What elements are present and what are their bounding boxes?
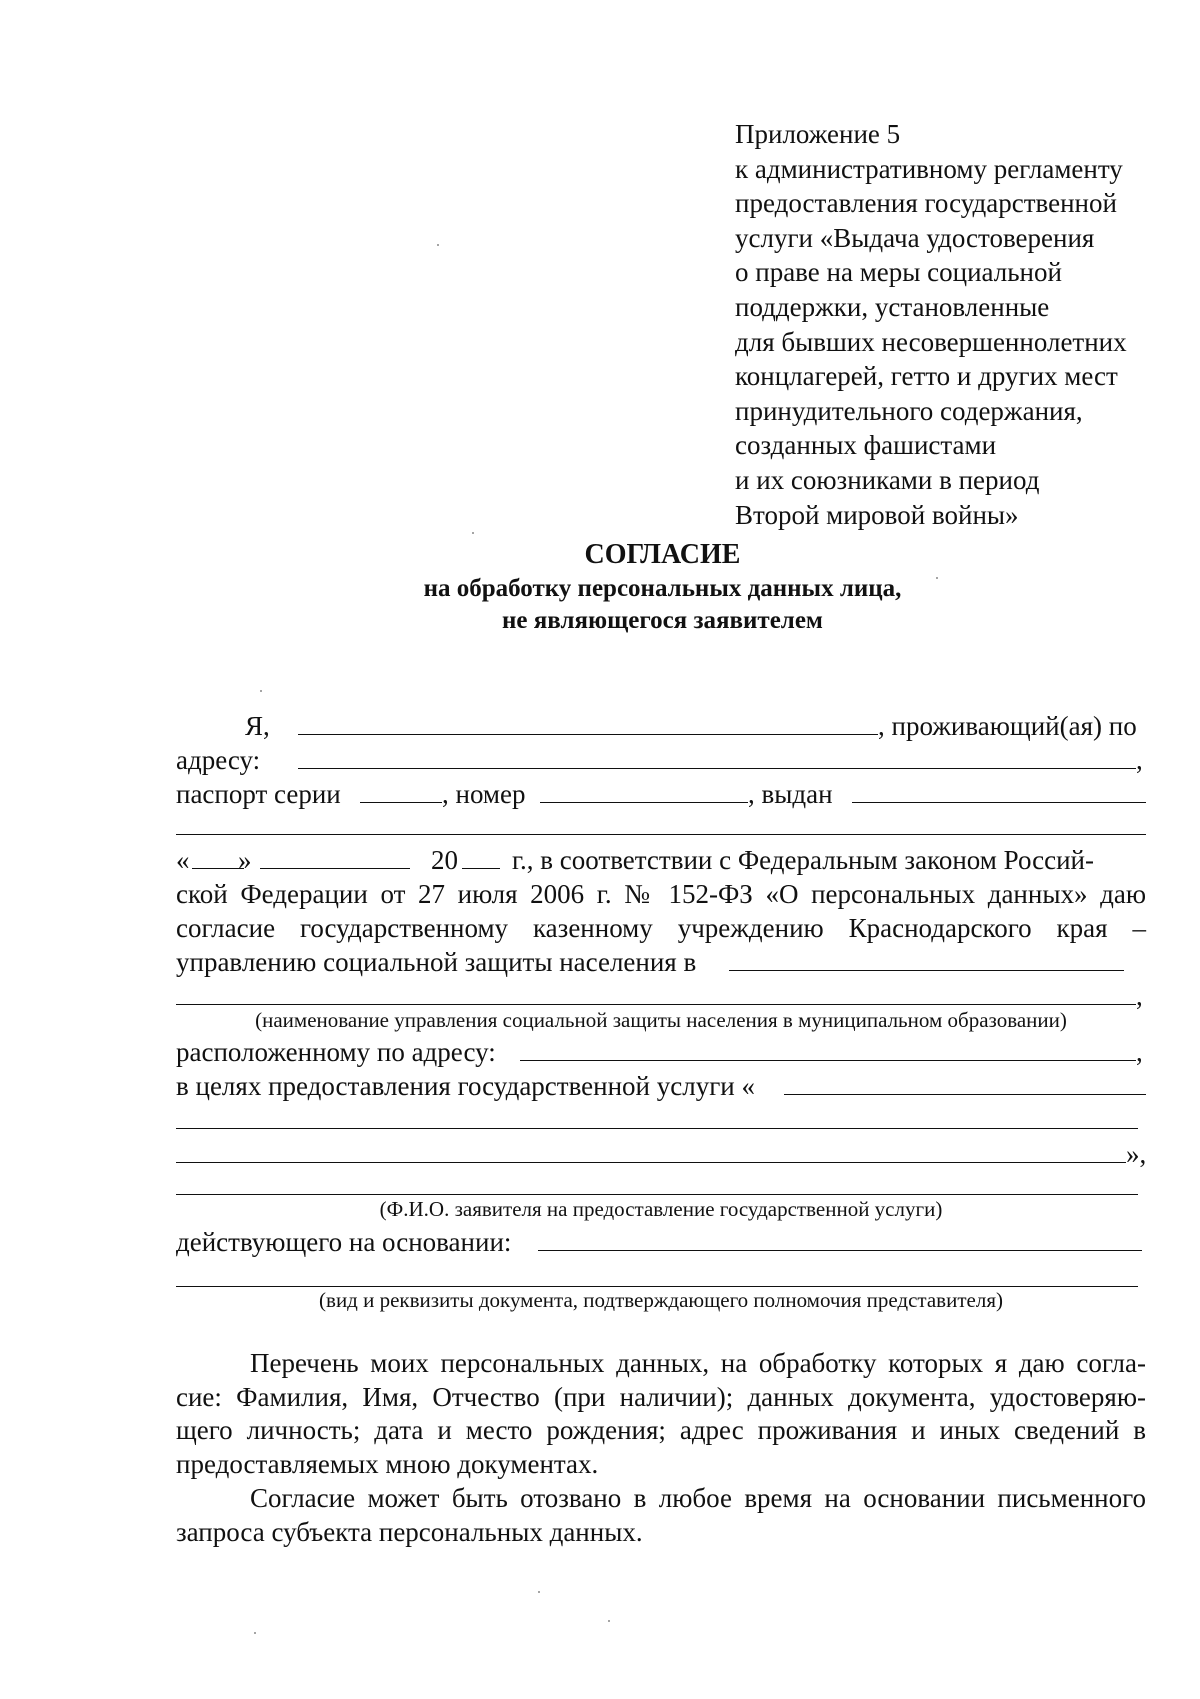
department-blank-field[interactable]: [729, 970, 1124, 971]
address-blank-field[interactable]: [298, 768, 1136, 769]
caption-department: (наименование управления социальной защиты населения в муниципальном образовании): [255, 1008, 1067, 1032]
scan-speck: [260, 690, 262, 692]
appendix-line: принудительного содержания,: [735, 395, 1083, 426]
paragraph-line: Перечень моих персональных данных, на обработку которых я даю согла-: [250, 1348, 1146, 1378]
paragraph-line: щего личность; дата и место рождения; адрес проживания и иных сведений в: [176, 1415, 1146, 1446]
service-blank-field[interactable]: [784, 1094, 1146, 1095]
label-address: адресу:: [176, 745, 261, 775]
appendix-line: концлагерей, гетто и других мест: [735, 361, 1118, 392]
form-line-address: [176, 744, 1146, 776]
close-quote-comma: »,: [1126, 1139, 1147, 1169]
form-line-department: [176, 946, 1146, 978]
paragraph-line: предоставляемых мною документах.: [176, 1448, 599, 1479]
caption-document: (вид и реквизиты документа, подтверждающего полномочия представителя): [319, 1288, 1003, 1312]
appendix-line: к административному регламенту: [735, 153, 1123, 184]
appendix-line: и их союзниками в период: [735, 464, 1040, 495]
caption-applicant: (Ф.И.О. заявителя на предоставление государственной услуги): [379, 1197, 943, 1221]
service-blank-field-3[interactable]: [176, 1162, 1126, 1163]
close-quote: »: [238, 845, 252, 875]
title-main: СОГЛАСИЕ: [584, 539, 741, 570]
service-blank-field-2[interactable]: [176, 1128, 1138, 1129]
label-located: расположенному по адресу:: [176, 1037, 496, 1067]
scan-speck: [437, 244, 439, 246]
form-line-basis: [176, 1226, 1146, 1258]
comma: ,: [1136, 1037, 1143, 1067]
form-line-passport: [176, 778, 1146, 810]
form-line-service: [176, 1070, 1146, 1102]
label-passport-series: паспорт серии: [176, 779, 341, 809]
applicant-name-blank-field[interactable]: [176, 1194, 1138, 1195]
day-blank-field[interactable]: [192, 868, 244, 869]
form-line-consent: согласие государственному казенному учреждению Краснодарского края –: [176, 913, 1146, 943]
label-basis: действующего на основании:: [176, 1227, 512, 1257]
form-line-law: ской Федерации от 27 июля 2006 г. № 152-ФЗ «О персональных данных» даю: [176, 879, 1146, 909]
form-line-service-3: [176, 1138, 1146, 1170]
basis-blank-field[interactable]: [538, 1250, 1142, 1251]
comma: ,: [1136, 981, 1143, 1011]
form-line-service-2: [176, 1104, 1146, 1136]
paragraph-personal-data: [176, 1347, 1146, 1481]
label-service: в целях предоставления государственной услуги «: [176, 1071, 755, 1101]
appendix-header: [735, 117, 1127, 532]
issued-by-blank-field[interactable]: [176, 834, 1146, 835]
appendix-line: Второй мировой войны»: [735, 499, 1019, 530]
label-ya: Я,: [245, 711, 270, 741]
appendix-line: о праве на меры социальной: [735, 257, 1062, 288]
form-line-located: [176, 1036, 1146, 1068]
label-residing: , проживающий(ая) по: [878, 711, 1137, 741]
month-blank-field[interactable]: [260, 868, 410, 869]
scan-speck: [936, 577, 938, 579]
form-line-name: [176, 710, 1146, 742]
scan-speck: [608, 1620, 610, 1622]
form-line-blank: [176, 810, 1146, 842]
paragraph-line: сие: Фамилия, Имя, Отчество (при наличии); данных документа, удостоверяю-: [176, 1381, 1146, 1412]
title-sub-1: на обработку персональных данных лица,: [423, 575, 902, 602]
title-sub-2: не являющегося заявителем: [502, 607, 823, 634]
label-department: управлению социальной защиты населения в: [176, 947, 697, 977]
label-number: , номер: [442, 779, 526, 809]
paragraph-line: Согласие может быть отозвано в любое время на основании письменного: [250, 1483, 1146, 1513]
appendix-line: Приложение 5: [735, 119, 901, 149]
law-text: г., в соответствии с Федеральным законом Россий-: [512, 845, 1094, 875]
form-line-date: [176, 844, 1146, 876]
label-issued: , выдан: [748, 779, 833, 809]
year-blank-field[interactable]: [462, 868, 500, 869]
appendix-line: для бывших несовершеннолетних: [735, 326, 1127, 357]
appendix-line: предоставления государственной: [735, 188, 1117, 219]
scan-speck: [254, 1632, 256, 1634]
comma: ,: [1136, 745, 1143, 775]
name-blank-field[interactable]: [298, 734, 878, 735]
passport-number-blank-field[interactable]: [540, 802, 748, 803]
appendix-line: услуги «Выдача удостоверения: [735, 222, 1095, 253]
label-year: 20: [431, 845, 458, 875]
paragraph-revocation: [176, 1482, 1146, 1549]
scan-speck: [538, 1591, 540, 1593]
appendix-line: поддержки, установленные: [735, 291, 1050, 322]
appendix-line: созданных фашистами: [735, 430, 997, 461]
passport-issued-blank-field[interactable]: [852, 802, 1146, 803]
document-title: [0, 537, 1200, 637]
department-name-blank-field[interactable]: [176, 1004, 1136, 1005]
scan-speck: [472, 532, 474, 534]
paragraph-line: запроса субъекта персональных данных.: [176, 1516, 643, 1547]
open-quote: «: [176, 845, 190, 875]
passport-series-blank-field[interactable]: [360, 802, 442, 803]
located-address-blank-field[interactable]: [520, 1060, 1136, 1061]
